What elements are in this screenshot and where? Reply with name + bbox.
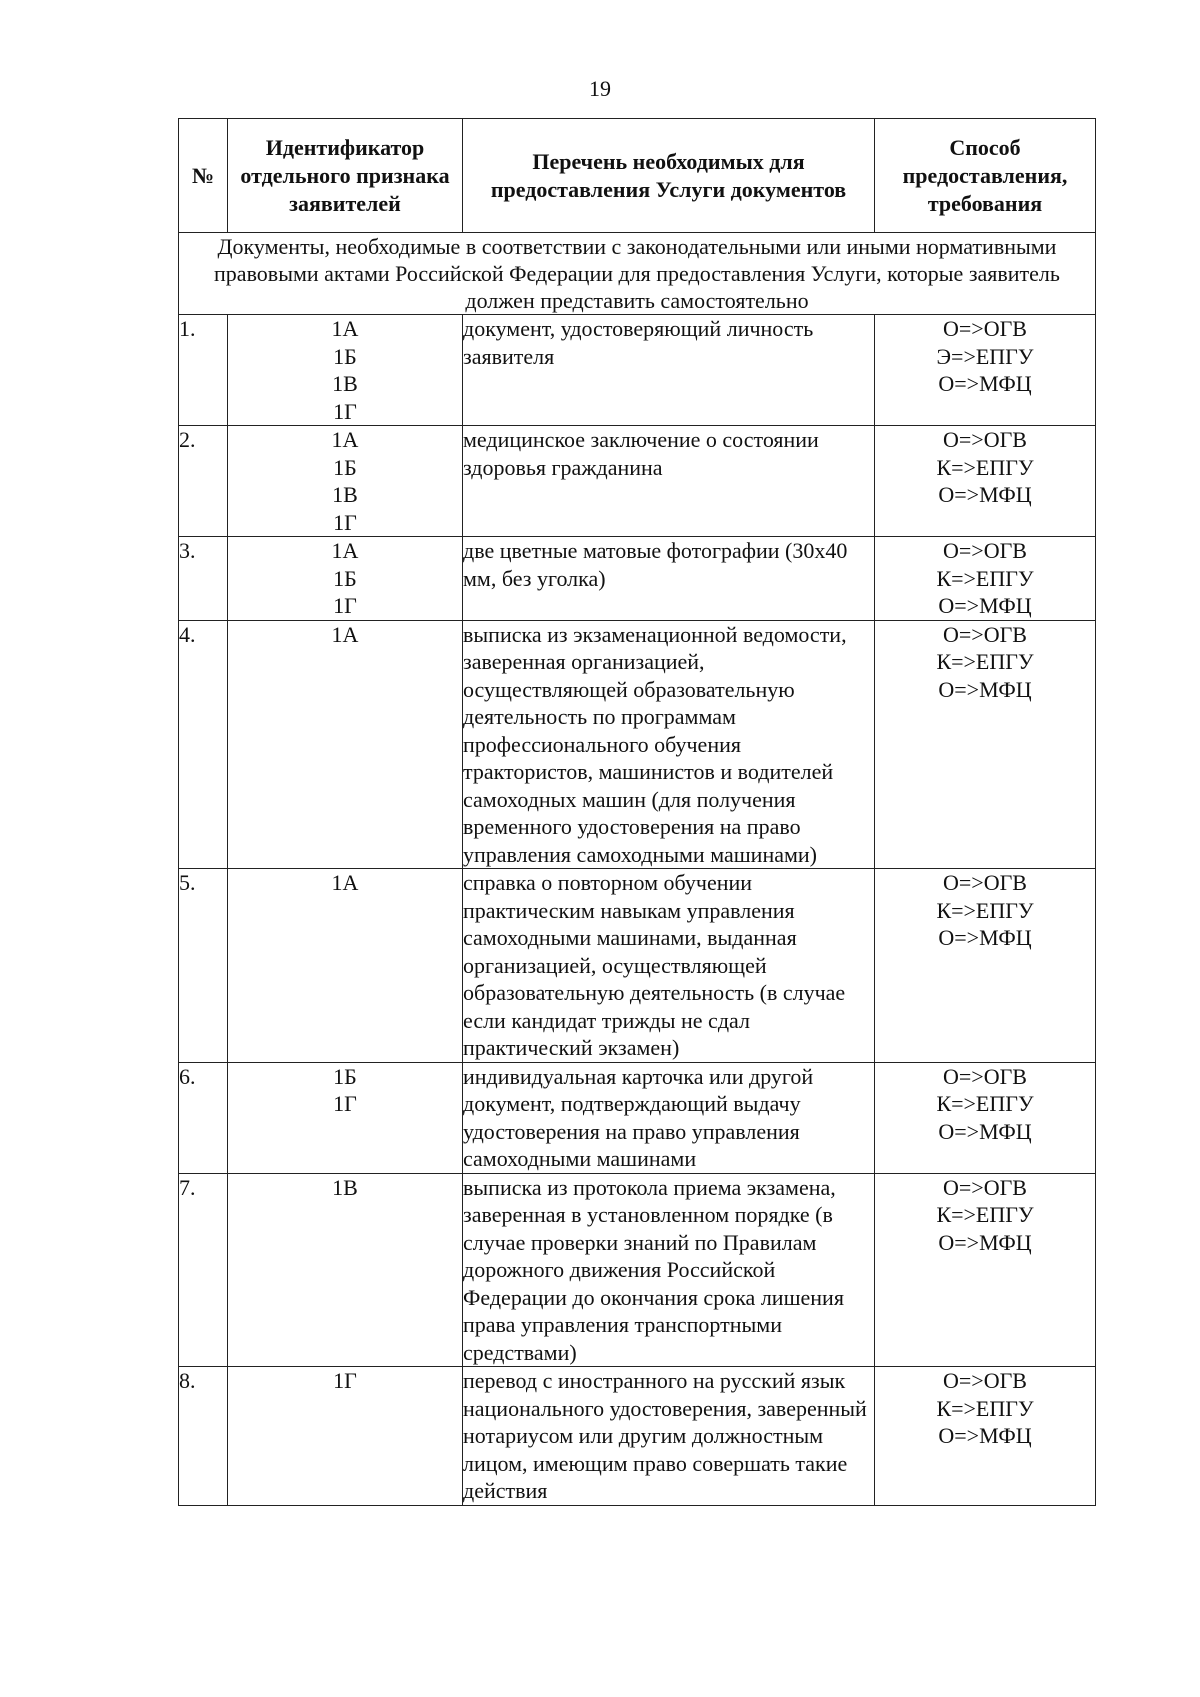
submission-method: К=>ЕПГУ — [936, 565, 1034, 591]
applicant-identifiers — [228, 1062, 463, 1173]
required-document: медицинское заключение о состоянии здоровья гражданина — [463, 426, 875, 537]
identifier-code: 1Б — [333, 565, 357, 591]
applicant-identifiers — [228, 869, 463, 1063]
table-row — [179, 315, 1096, 426]
submission-method: О=>ОГВ — [943, 870, 1027, 895]
table-row — [179, 426, 1096, 537]
required-document: индивидуальная карточка или другой документ, подтверждающий выдачу удостоверения на право управления самоходными машинами — [463, 1062, 875, 1173]
identifier-code: 1Г — [333, 1368, 357, 1393]
applicant-identifiers — [228, 1173, 463, 1367]
row-number: 7. — [179, 1173, 228, 1367]
submission-methods — [875, 1062, 1096, 1173]
submission-method: О=>МФЦ — [938, 593, 1032, 618]
submission-methods — [875, 537, 1096, 621]
required-document: две цветные матовые фотографии (30x40 мм, без уголка) — [463, 537, 875, 621]
identifier-code: 1А — [331, 870, 359, 895]
identifier-code: 1А — [331, 538, 359, 563]
required-document: перевод с иностранного на русский язык национального удостоверения, заверенный нотариусом или другим должностным лицом, имеющим право совершать такие действия — [463, 1367, 875, 1506]
submission-method: Э=>ЕПГУ — [936, 343, 1034, 369]
documents-table — [178, 118, 1096, 1506]
identifier-code: 1В — [332, 1174, 358, 1200]
submission-method: О=>ОГВ — [943, 316, 1027, 341]
table-row — [179, 869, 1096, 1063]
required-document: документ, удостоверяющий личность заявителя — [463, 315, 875, 426]
table-body — [179, 233, 1096, 1506]
submission-method: О=>МФЦ — [938, 1229, 1032, 1255]
submission-method: О=>ОГВ — [943, 427, 1027, 452]
applicant-identifiers — [228, 620, 463, 869]
submission-method: К=>ЕПГУ — [936, 897, 1034, 923]
row-number: 3. — [179, 537, 228, 621]
row-number: 5. — [179, 869, 228, 1063]
identifier-code: 1В — [332, 371, 358, 396]
identifier-code: 1Г — [333, 398, 357, 424]
table-row — [179, 620, 1096, 869]
submission-method: О=>ОГВ — [943, 538, 1027, 563]
submission-method: К=>ЕПГУ — [936, 454, 1034, 480]
section-row — [179, 233, 1096, 315]
page-number: 19 — [589, 76, 611, 101]
submission-method: О=>ОГВ — [943, 621, 1027, 647]
submission-method: О=>МФЦ — [938, 371, 1032, 396]
identifier-code: 1В — [332, 482, 358, 507]
submission-methods — [875, 315, 1096, 426]
row-number: 2. — [179, 426, 228, 537]
applicant-identifiers — [228, 315, 463, 426]
submission-methods — [875, 620, 1096, 869]
submission-method: О=>ОГВ — [943, 1063, 1027, 1089]
row-number: 8. — [179, 1367, 228, 1506]
table-row — [179, 537, 1096, 621]
table-row — [179, 1173, 1096, 1367]
applicant-identifiers — [228, 537, 463, 621]
header-documents: Перечень необходимых для предоставления Услуги документов — [463, 119, 875, 233]
submission-method: К=>ЕПГУ — [936, 1395, 1034, 1421]
submission-methods — [875, 1367, 1096, 1506]
table-header-row — [179, 119, 1096, 233]
section-title: Документы, необходимые в соответствии с законодательными или иными нормативными правовыми актами Российской Федерации для предоставления Услуги, которые заявитель должен представить самостоятельно — [179, 233, 1096, 315]
identifier-code: 1А — [331, 316, 359, 341]
submission-method: К=>ЕПГУ — [936, 1202, 1034, 1227]
identifier-code: 1Г — [333, 1091, 357, 1116]
header-number: № — [179, 119, 228, 233]
header-method: Способ предоставления, требования — [875, 119, 1096, 233]
identifier-code: 1Б — [333, 343, 357, 369]
applicant-identifiers — [228, 426, 463, 537]
submission-method: О=>ОГВ — [943, 1174, 1027, 1200]
identifier-code: 1А — [331, 621, 359, 647]
row-number: 4. — [179, 620, 228, 869]
identifier-code: 1Б — [333, 1063, 357, 1089]
submission-method: О=>МФЦ — [938, 676, 1032, 702]
row-number: 1. — [179, 315, 228, 426]
identifier-code: 1Г — [333, 593, 357, 618]
submission-method: О=>МФЦ — [938, 925, 1032, 950]
submission-methods — [875, 869, 1096, 1063]
applicant-identifiers — [228, 1367, 463, 1506]
submission-methods — [875, 1173, 1096, 1367]
table-row — [179, 1062, 1096, 1173]
required-document: справка о повторном обучении практическим навыкам управления самоходными машинами, выданная организацией, осуществляющей образовательную деятельность (в случае если кандидат трижды не сдал практический экзамен) — [463, 869, 875, 1063]
row-number: 6. — [179, 1062, 228, 1173]
submission-method: К=>ЕПГУ — [936, 1091, 1034, 1116]
submission-methods — [875, 426, 1096, 537]
table-row — [179, 1367, 1096, 1506]
submission-method: О=>МФЦ — [938, 482, 1032, 507]
submission-method: О=>МФЦ — [938, 1118, 1032, 1144]
submission-method: О=>МФЦ — [938, 1423, 1032, 1448]
header-identifier: Идентификатор отдельного признака заявителей — [228, 119, 463, 233]
submission-method: О=>ОГВ — [943, 1368, 1027, 1393]
identifier-code: 1А — [331, 427, 359, 452]
submission-method: К=>ЕПГУ — [936, 649, 1034, 674]
identifier-code: 1Г — [333, 509, 357, 535]
required-document: выписка из протокола приема экзамена, заверенная в установленном порядке (в случае проверки знаний по Правилам дорожного движения Российской Федерации до окончания срока лишения права управления транспортными средствами) — [463, 1173, 875, 1367]
identifier-code: 1Б — [333, 454, 357, 480]
required-document: выписка из экзаменационной ведомости, заверенная организацией, осуществляющей образовательную деятельность по программам профессионального обучения трактористов, машинистов и водителей самоходных машин (для получения временного удостоверения на право управления самоходными машинами) — [463, 620, 875, 869]
